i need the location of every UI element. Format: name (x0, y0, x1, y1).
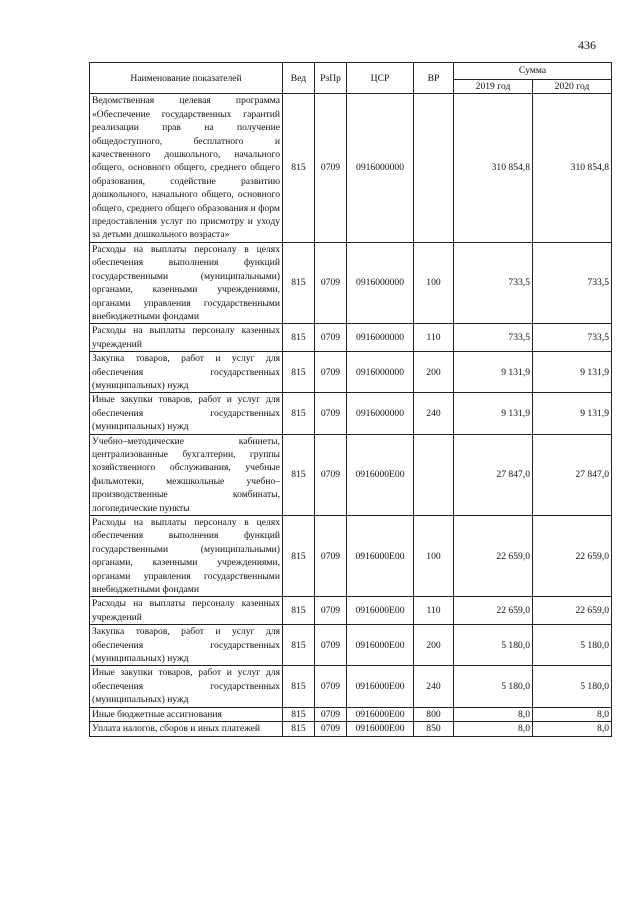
table-row (90, 516, 612, 597)
table-row (90, 94, 612, 242)
row-vr-cell: 800 (414, 707, 454, 721)
row-vr-cell: 200 (414, 625, 454, 666)
row-ved-cell: 815 (283, 352, 315, 393)
row-name-cell: Расходы на выплаты персоналу в целях обеспечения выполнения функций государственными (муниципальными) органами, казенными учреждениями, органами управления государственными внебюджетными фондами (90, 242, 283, 323)
row-sum-2019-cell: 5 180,0 (454, 666, 533, 707)
table-row (90, 434, 612, 515)
row-name-cell: Расходы на выплаты персоналу казенных учреждений (90, 324, 283, 352)
row-sum-2019-cell: 733,5 (454, 242, 533, 323)
table-row (90, 324, 612, 352)
row-rzpr-cell: 0709 (315, 393, 347, 434)
header-ved: Вед (283, 63, 315, 94)
row-csr-cell: 0916000000 (347, 242, 414, 323)
row-name-cell: Расходы на выплаты персоналу в целях обеспечения выполнения функций государственными (муниципальными) органами, казенными учреждениями, органами управления государственными внебюджетными фондами (90, 516, 283, 597)
table-row (90, 597, 612, 625)
row-rzpr-cell: 0709 (315, 324, 347, 352)
row-name-cell: Иные закупки товаров, работ и услуг для обеспечения государственных (муниципальных) нужд (90, 666, 283, 707)
row-sum-2020-cell: 9 131,9 (533, 393, 612, 434)
row-vr-cell: 240 (414, 393, 454, 434)
row-name-cell: Закупка товаров, работ и услуг для обеспечения государственных (муниципальных) нужд (90, 352, 283, 393)
row-rzpr-cell: 0709 (315, 352, 347, 393)
row-vr-cell (414, 94, 454, 242)
row-sum-2020-cell: 22 659,0 (533, 597, 612, 625)
header-rzpr: РзПр (315, 63, 347, 94)
row-vr-cell: 200 (414, 352, 454, 393)
row-sum-2019-cell: 310 854,8 (454, 94, 533, 242)
table-header-row (90, 63, 612, 80)
row-name-cell: Закупка товаров, работ и услуг для обеспечения государственных (муниципальных) нужд (90, 625, 283, 666)
row-ved-cell: 815 (283, 393, 315, 434)
row-rzpr-cell: 0709 (315, 94, 347, 242)
budget-table (89, 62, 612, 737)
row-name-cell: Уплата налогов, сборов и иных платежей (90, 722, 283, 736)
row-sum-2019-cell: 9 131,9 (454, 393, 533, 434)
table-body (90, 94, 612, 736)
table-row (90, 242, 612, 323)
row-sum-2019-cell: 8,0 (454, 722, 533, 736)
header-sum: Сумма (454, 63, 612, 80)
row-name-cell: Иные закупки товаров, работ и услуг для обеспечения государственных (муниципальных) нужд (90, 393, 283, 434)
row-csr-cell: 0916000000 (347, 94, 414, 242)
row-rzpr-cell: 0709 (315, 625, 347, 666)
row-sum-2020-cell: 27 847,0 (533, 434, 612, 515)
row-name-cell: Ведомственная целевая программа «Обеспечение государственных гарантий реализации прав на получение общедоступного, бесплатного и качественного дошкольного, начального общего, основного общего, среднего общего образования, содействие развитию дошкольного, начального общего, основного общего, среднего общего образования и форм предоставления услуг по присмотру и уходу за детьми дошкольного возраста» (90, 94, 283, 242)
table-row (90, 625, 612, 666)
row-rzpr-cell: 0709 (315, 516, 347, 597)
row-sum-2020-cell: 22 659,0 (533, 516, 612, 597)
row-csr-cell: 0916000Е00 (347, 597, 414, 625)
row-sum-2020-cell: 733,5 (533, 242, 612, 323)
row-ved-cell: 815 (283, 516, 315, 597)
table-row (90, 722, 612, 736)
row-vr-cell: 100 (414, 242, 454, 323)
row-ved-cell: 815 (283, 597, 315, 625)
row-sum-2019-cell: 22 659,0 (454, 597, 533, 625)
header-vr: ВР (414, 63, 454, 94)
row-sum-2019-cell: 27 847,0 (454, 434, 533, 515)
row-ved-cell: 815 (283, 242, 315, 323)
row-vr-cell: 240 (414, 666, 454, 707)
row-csr-cell: 0916000Е00 (347, 722, 414, 736)
row-csr-cell: 0916000Е00 (347, 707, 414, 721)
row-csr-cell: 0916000Е00 (347, 666, 414, 707)
row-csr-cell: 0916000000 (347, 393, 414, 434)
table-row (90, 666, 612, 707)
row-rzpr-cell: 0709 (315, 597, 347, 625)
row-ved-cell: 815 (283, 434, 315, 515)
header-csr: ЦСР (347, 63, 414, 94)
row-ved-cell: 815 (283, 324, 315, 352)
row-ved-cell: 815 (283, 94, 315, 242)
row-rzpr-cell: 0709 (315, 434, 347, 515)
row-rzpr-cell: 0709 (315, 242, 347, 323)
row-ved-cell: 815 (283, 666, 315, 707)
table-row (90, 707, 612, 721)
row-sum-2019-cell: 5 180,0 (454, 625, 533, 666)
row-vr-cell: 110 (414, 597, 454, 625)
page-number: 436 (578, 38, 596, 52)
row-sum-2020-cell: 310 854,8 (533, 94, 612, 242)
row-vr-cell (414, 434, 454, 515)
row-rzpr-cell: 0709 (315, 707, 347, 721)
row-sum-2019-cell: 9 131,9 (454, 352, 533, 393)
row-sum-2020-cell: 8,0 (533, 707, 612, 721)
table-row (90, 393, 612, 434)
row-sum-2019-cell: 8,0 (454, 707, 533, 721)
row-sum-2020-cell: 8,0 (533, 722, 612, 736)
row-csr-cell: 0916000Е00 (347, 625, 414, 666)
row-sum-2020-cell: 5 180,0 (533, 625, 612, 666)
row-name-cell: Расходы на выплаты персоналу казенных учреждений (90, 597, 283, 625)
row-ved-cell: 815 (283, 625, 315, 666)
row-ved-cell: 815 (283, 707, 315, 721)
row-sum-2019-cell: 22 659,0 (454, 516, 533, 597)
row-csr-cell: 0916000Е00 (347, 434, 414, 515)
row-vr-cell: 850 (414, 722, 454, 736)
table-row (90, 352, 612, 393)
row-sum-2020-cell: 9 131,9 (533, 352, 612, 393)
row-sum-2020-cell: 733,5 (533, 324, 612, 352)
row-vr-cell: 100 (414, 516, 454, 597)
row-csr-cell: 0916000Е00 (347, 516, 414, 597)
row-csr-cell: 0916000000 (347, 352, 414, 393)
header-year-2019: 2019 год (454, 80, 533, 94)
row-sum-2019-cell: 733,5 (454, 324, 533, 352)
row-sum-2020-cell: 5 180,0 (533, 666, 612, 707)
row-rzpr-cell: 0709 (315, 666, 347, 707)
row-rzpr-cell: 0709 (315, 722, 347, 736)
row-csr-cell: 0916000000 (347, 324, 414, 352)
row-name-cell: Учебно–методические кабинеты, централизованные бухгалтерии, группы хозяйственного обслуживания, учебные фильмотеки, межшкольные учебно–производственные комбинаты, логопедические пункты (90, 434, 283, 515)
row-name-cell: Иные бюджетные ассигнования (90, 707, 283, 721)
row-ved-cell: 815 (283, 722, 315, 736)
row-vr-cell: 110 (414, 324, 454, 352)
header-year-2020: 2020 год (533, 80, 612, 94)
header-name: Наименование показателей (90, 63, 283, 94)
